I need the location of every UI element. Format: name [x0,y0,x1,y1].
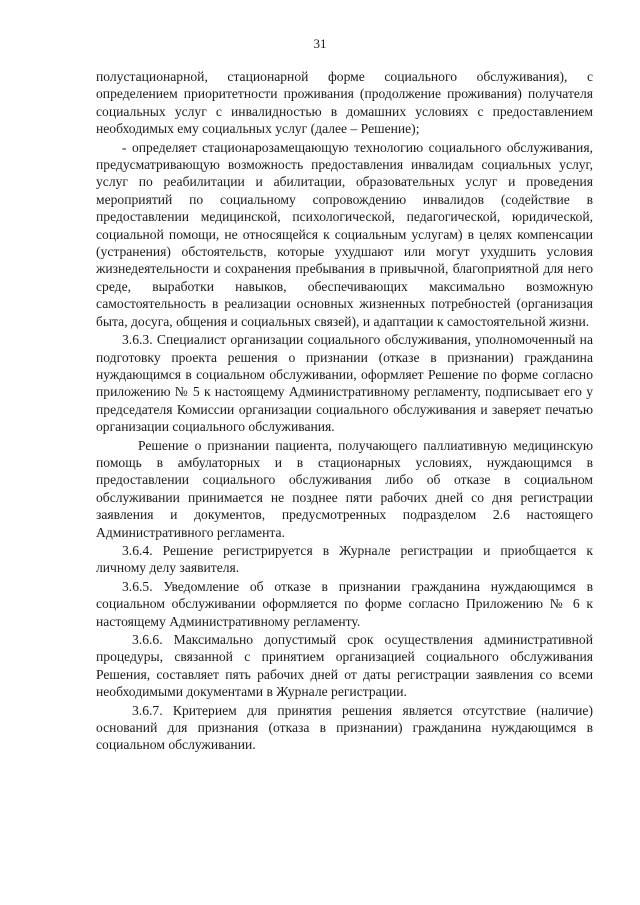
paragraph-palliative-decision: Решение о признании пациента, получающего паллиативную медицинскую помощь в амбулаторных и в стационарных условиях, нуждающимся в предоставлении социального обслуживания либо об отказе в социальном обслуживании принимается не позднее пяти рабочих дней со дня регистрации заявления и документов, предусмотренных подразделом 2.6 настоящего Административного регламента. [96,437,593,540]
paragraph-list-item: - определяет стационарозамещающую технологию социального обслуживания, предусматривающую возможность предоставления инвалидам социальных услуг, услуг по реабилитации и абилитации, образовательных услуг и проведения мероприятий по социальному сопровождению инвалидов (содействие в предоставлении медицинской, психологической, педагогической, юридической, социальной помощи, не относящейся к социальным услугам) в целях компенсации (устранения) обстоятельств, которые ухудшают или могут ухудшить условия жизнедеятельности и сохранения пребывания в привычной, благоприятной для него среде, выработки навыков, обеспечивающих максимально возможную самостоятельность в реализации основных жизненных потребностей (организация быта, досуга, общения и социальных связей), и адаптации к самостоятельной жизни. [96,139,593,329]
paragraph-3-6-4: 3.6.4. Решение регистрируется в Журнале регистрации и приобщается к личному делу заявителя. [96,542,593,576]
paragraph-3-6-5: 3.6.5. Уведомление об отказе в признании гражданина нуждающимся в социальном обслуживании оформляется по форме согласно Приложению № 6 к настоящему Административному регламенту. [96,578,593,629]
paragraph-continuation: полустационарной, стационарной форме социального обслуживания), с определением приоритетности проживания (продолжение проживания) получателя социальных услуг с инвалидностью в домашних условиях с предоставлением необходимых ему социальных услуг (далее – Решение); [96,69,593,137]
paragraph-3-6-3: 3.6.3. Специалист организации социального обслуживания, уполномоченный на подготовку проекта решения о признании (отказе в признании) гражданина нуждающимся в социальном обслуживании, оформляет Решение по форме согласно приложению № 5 к настоящему Административному регламенту, подписывает его у председателя Комиссии организации социального обслуживания и заверяет печатью организации социального обслуживания. [96,332,593,435]
page-number: 31 [313,36,327,51]
paragraph-3-6-6: 3.6.6. Максимально допустимый срок осуществления административной процедуры, связанной с принятием организацией социального обслуживания Решения, составляет пять рабочих дней от даты регистрации заявления со всеми необходимыми документами в Журнале регистрации. [96,632,593,700]
paragraph-3-6-7: 3.6.7. Критерием для принятия решения является отсутствие (наличие) оснований для признания (отказа в признании) гражданина нуждающимся в социальном обслуживании. [96,702,593,753]
document-body [96,68,593,754]
